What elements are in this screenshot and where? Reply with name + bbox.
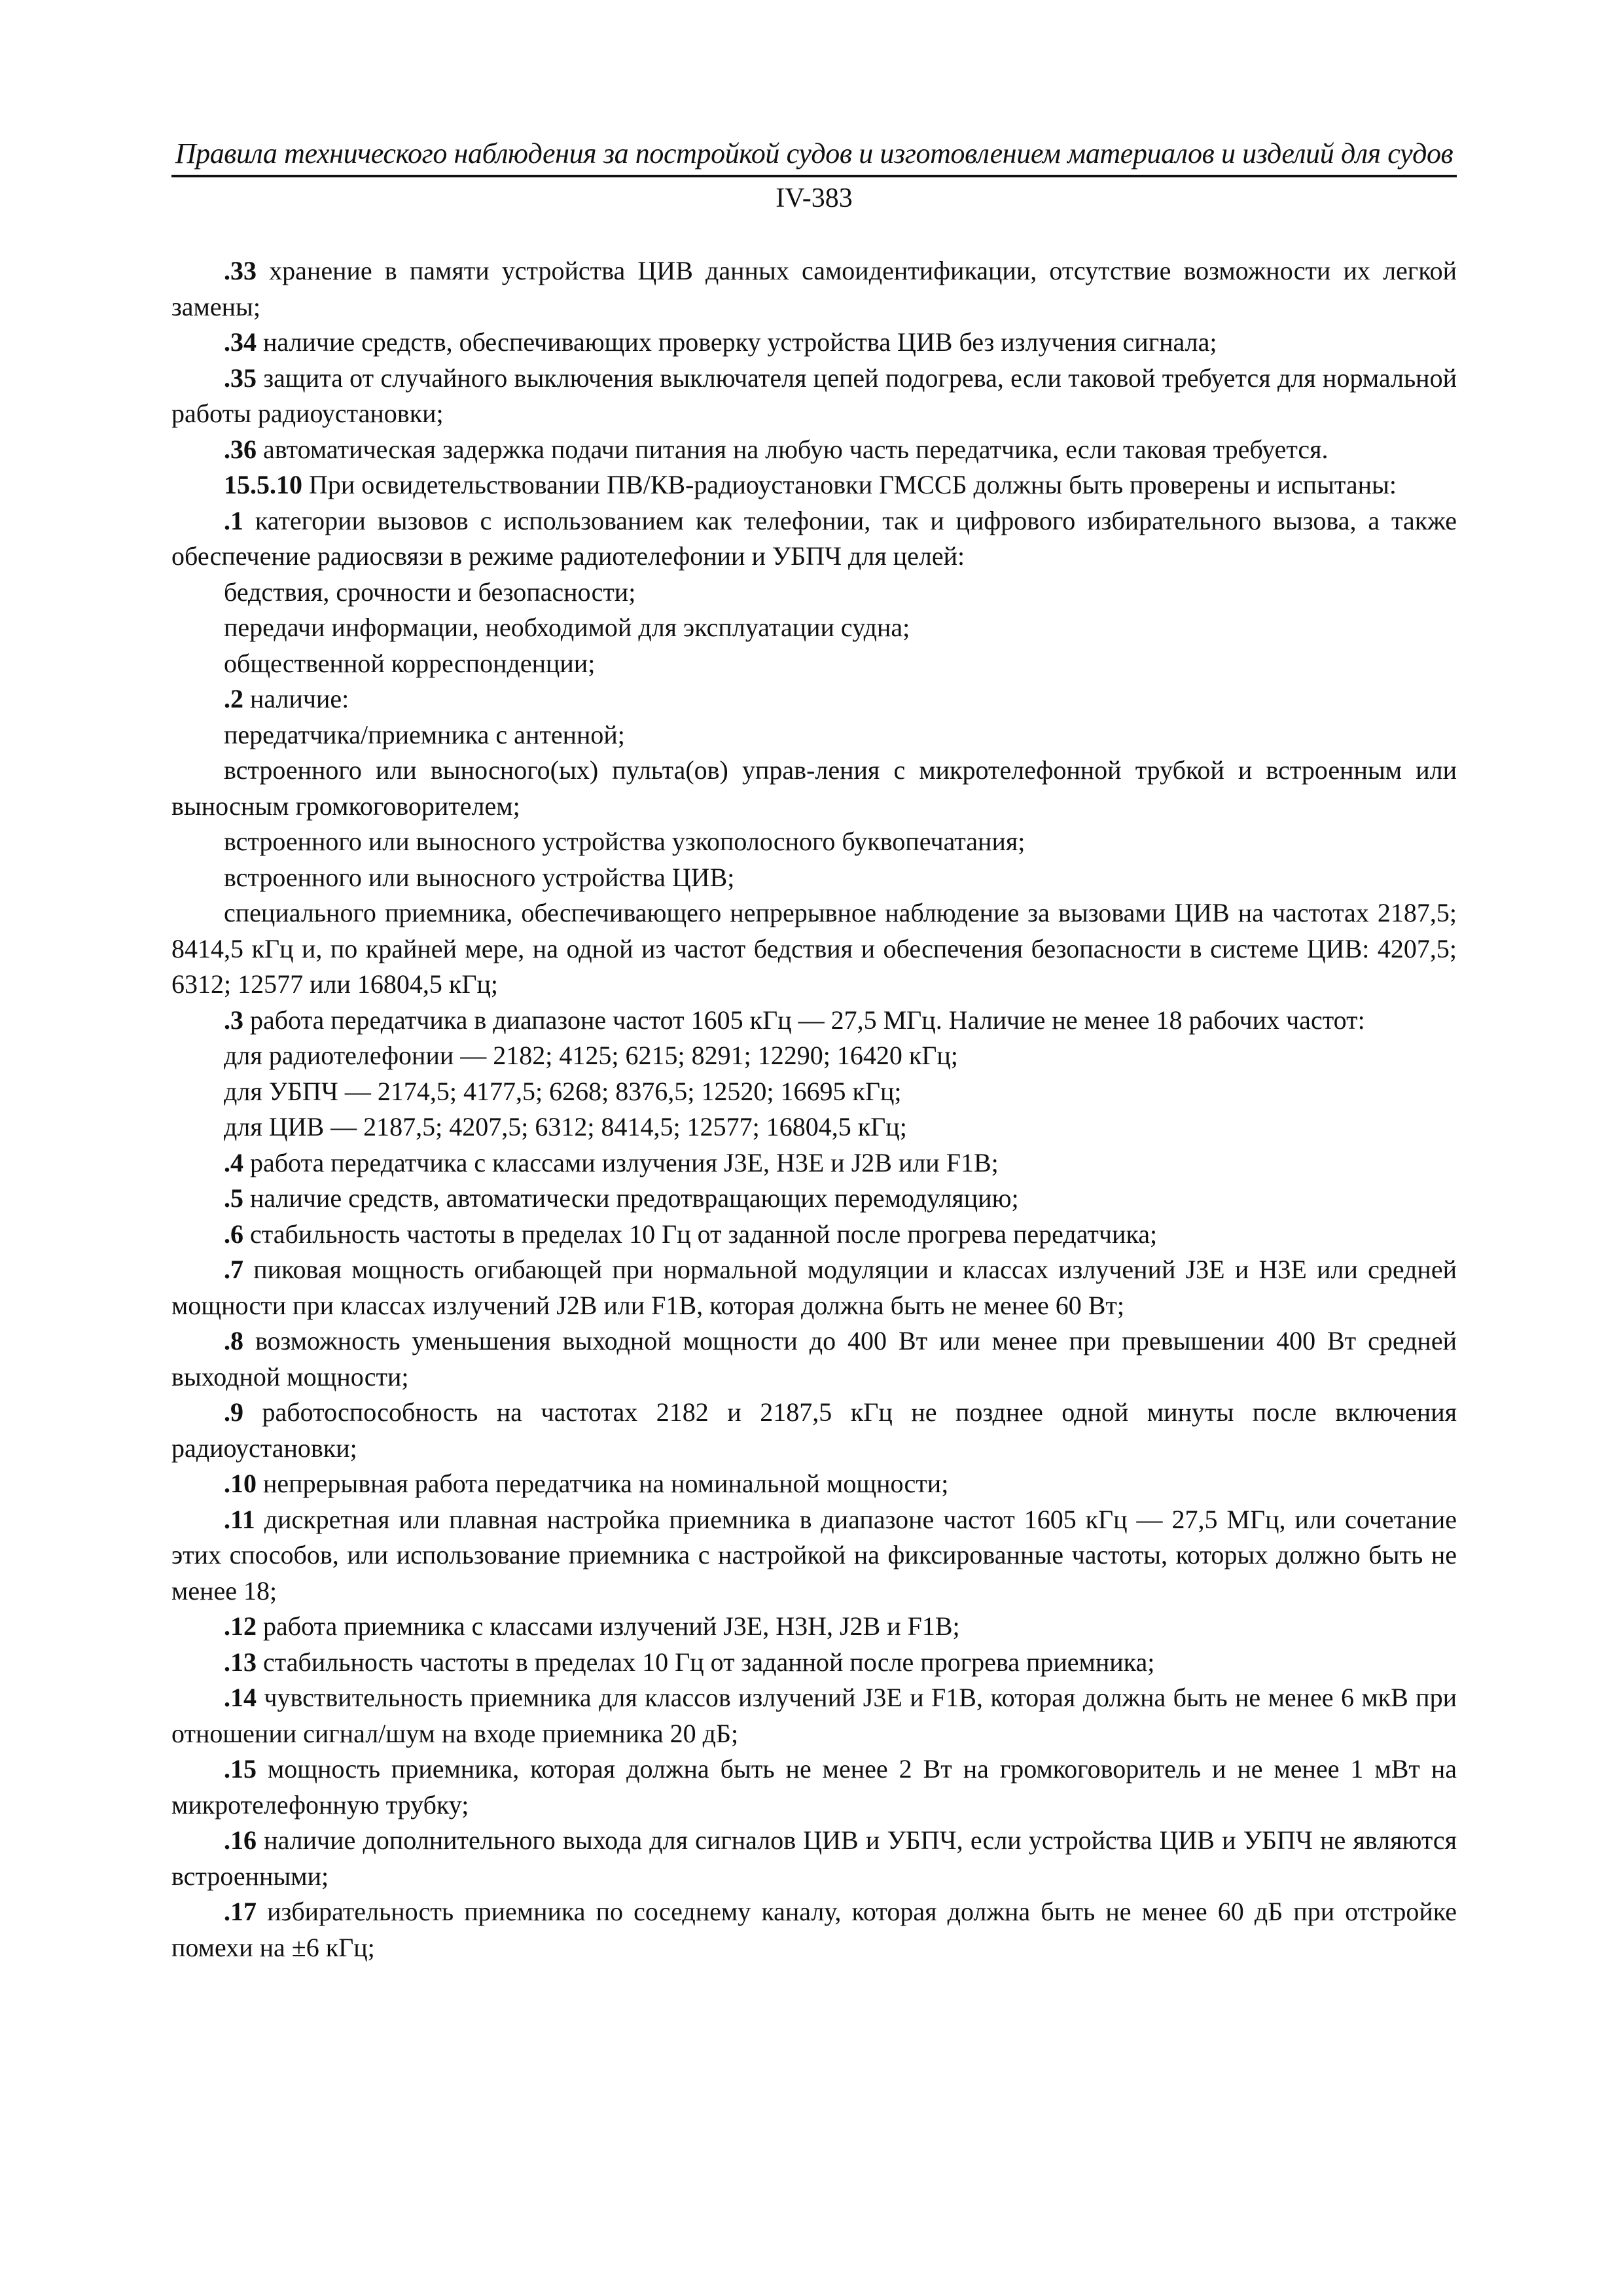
clause-text: стабильность частоты в пределах 10 Гц от заданной после прогрева передатчика; [243, 1219, 1158, 1249]
clause-number: .7 [224, 1255, 243, 1284]
numbered-clause [171, 467, 1457, 503]
header-divider [171, 175, 1457, 177]
clause-subitem [171, 824, 1457, 860]
numbered-clause [171, 1323, 1457, 1395]
clause-number: .6 [224, 1219, 243, 1249]
clause-text: наличие: [243, 684, 349, 713]
clause-subitem [171, 575, 1457, 611]
numbered-clause [171, 1680, 1457, 1751]
clause-text: стабильность частоты в пределах 10 Гц от заданной после прогрева приемника; [257, 1647, 1155, 1677]
clause-number: .13 [224, 1647, 257, 1677]
clause-number: .4 [224, 1147, 243, 1177]
clause-subitem [171, 646, 1457, 682]
clause-text: автоматическая задержка подачи питания на любую часть передатчика, если таковая требуется. [257, 434, 1329, 464]
clause-text: наличие средств, обеспечивающих проверку устройства ЦИВ без излучения сигнала; [257, 327, 1217, 357]
clause-text: избирательность приемника по соседнему каналу, которая должна быть не менее 60 дБ при отстройке помехи на ±6 кГц; [171, 1897, 1457, 1962]
document-title: Правила технического наблюдения за постройкой судов и изготовлением материалов и изделий для судов [175, 137, 1454, 170]
clause-text: встроенного или выносного устройства ЦИВ; [224, 862, 735, 892]
numbered-clause [171, 432, 1457, 468]
clause-text: для ЦИВ — 2187,5; 4207,5; 6312; 8414,5; 12577; 16804,5 кГц; [224, 1112, 907, 1141]
clause-subitem [171, 753, 1457, 824]
clause-number: .12 [224, 1611, 257, 1641]
numbered-clause [171, 1181, 1457, 1217]
numbered-clause [171, 1466, 1457, 1502]
clause-number: .34 [224, 327, 257, 357]
clause-text: работа передатчика с классами излучения J3E, H3E и J2B или F1B; [243, 1147, 999, 1177]
numbered-clause [171, 361, 1457, 432]
clause-subitem [171, 610, 1457, 646]
clause-subitem [171, 1038, 1457, 1074]
clause-text: наличие средств, автоматически предотвращающих перемодуляцию; [243, 1183, 1019, 1213]
clause-text: встроенного или выносного(ых) пульта(ов) управ-ления с микротелефонной трубкой и встроенным или выносным громкоговорителем; [171, 755, 1457, 821]
clause-subitem [171, 717, 1457, 753]
document-body [171, 253, 1457, 1965]
clause-text: для радиотелефонии — 2182; 4125; 6215; 8291; 12290; 16420 кГц; [224, 1041, 958, 1070]
clause-text: категории вызовов с использованием как телефонии, так и цифрового избирательного вызова, а также обеспечение радиосвязи в режиме радиотелефонии и УБПЧ для целей: [171, 505, 1457, 571]
clause-number: .8 [224, 1326, 243, 1355]
clause-text: пиковая мощность огибающей при нормальной модуляции и классах излучений J3E и H3E или средней мощности при классах излучений J2B или F1B, которая должна быть не менее 60 Вт; [171, 1255, 1457, 1320]
numbered-clause [171, 503, 1457, 575]
numbered-clause [171, 1502, 1457, 1609]
clause-text: передачи информации, необходимой для эксплуатации судна; [224, 613, 910, 642]
clause-number: .5 [224, 1183, 243, 1213]
clause-text: мощность приемника, которая должна быть не менее 2 Вт на громкоговоритель и не менее 1 мВт на микротелефонную трубку; [171, 1754, 1457, 1820]
clause-text: работа передатчика в диапазоне частот 1605 кГц — 27,5 МГц. Наличие не менее 18 рабочих частот: [243, 1005, 1365, 1035]
numbered-clause [171, 1003, 1457, 1039]
clause-number: .10 [224, 1469, 257, 1498]
clause-number: .33 [224, 256, 257, 285]
clause-subitem [171, 895, 1457, 1003]
clause-text: При освидетельствовании ПВ/КВ-радиоустановки ГМССБ должны быть проверены и испытаны: [302, 470, 1397, 499]
numbered-clause [171, 253, 1457, 325]
numbered-clause [171, 1645, 1457, 1681]
clause-number: .16 [224, 1825, 257, 1855]
clause-text: передатчика/приемника с антенной; [224, 719, 625, 749]
clause-number: .17 [224, 1897, 257, 1926]
clause-text: дискретная или плавная настройка приемника в диапазоне частот 1605 кГц — 27,5 МГц, или сочетание этих способов, или использование приемника с настройкой на фиксированные частоты, которых должно быть не менее 18; [171, 1504, 1457, 1605]
clause-subitem [171, 1109, 1457, 1145]
clause-number: .11 [224, 1504, 255, 1534]
page-header [171, 134, 1457, 218]
numbered-clause [171, 1252, 1457, 1323]
clause-text: наличие дополнительного выхода для сигналов ЦИВ и УБПЧ, если устройства ЦИВ и УБПЧ не являются встроенными; [171, 1825, 1457, 1891]
clause-number: .36 [224, 434, 257, 464]
numbered-clause [171, 325, 1457, 361]
clause-text: непрерывная работа передатчика на номинальной мощности; [257, 1469, 949, 1498]
clause-number: .9 [224, 1397, 243, 1427]
clause-text: общественной корреспонденции; [224, 648, 596, 678]
numbered-clause [171, 1145, 1457, 1181]
numbered-clause [171, 1823, 1457, 1894]
clause-text: для УБПЧ — 2174,5; 4177,5; 6268; 8376,5; 12520; 16695 кГц; [224, 1076, 902, 1106]
clause-number: 15.5.10 [224, 470, 302, 499]
clause-text: специального приемника, обеспечивающего непрерывное наблюдение за вызовами ЦИВ на частотах 2187,5; 8414,5 кГц и, по крайней мере, на одной из частот бедствия и обеспечения безопасности в системе ЦИВ: 4207,5; 6312; 12577 или 16804,5 кГц; [171, 898, 1457, 999]
numbered-clause [171, 1217, 1457, 1253]
clause-text: хранение в памяти устройства ЦИВ данных самоидентификации, отсутствие возможности их легкой замены; [171, 256, 1457, 321]
clause-number: .1 [224, 505, 243, 535]
clause-number: .2 [224, 684, 243, 713]
clause-text: бедствия, срочности и безопасности; [224, 577, 636, 607]
clause-text: встроенного или выносного устройства узкополосного буквопечатания; [224, 827, 1026, 856]
numbered-clause [171, 1894, 1457, 1965]
numbered-clause [171, 1395, 1457, 1466]
page-number: IV-383 [776, 183, 853, 213]
clause-text: возможность уменьшения выходной мощности до 400 Вт или менее при превышении 400 Вт средней выходной мощности; [171, 1326, 1457, 1391]
numbered-clause [171, 1609, 1457, 1645]
clause-number: .14 [224, 1683, 257, 1712]
numbered-clause [171, 681, 1457, 717]
clause-text: чувствительность приемника для классов излучений J3E и F1B, которая должна быть не менее 6 мкВ при отношении сигнал/шум на входе приемника 20 дБ; [171, 1683, 1457, 1748]
clause-number: .35 [224, 363, 257, 393]
clause-text: работа приемника с классами излучений J3E, H3H, J2B и F1B; [257, 1611, 960, 1641]
clause-number: .15 [224, 1754, 257, 1784]
clause-number: .3 [224, 1005, 243, 1035]
numbered-clause [171, 1751, 1457, 1823]
clause-subitem [171, 1074, 1457, 1110]
clause-text: защита от случайного выключения выключателя цепей подогрева, если таковой требуется для нормальной работы радиоустановки; [171, 363, 1457, 428]
clause-text: работоспособность на частотах 2182 и 2187,5 кГц не позднее одной минуты после включения радиоустановки; [171, 1397, 1457, 1463]
clause-subitem [171, 860, 1457, 896]
